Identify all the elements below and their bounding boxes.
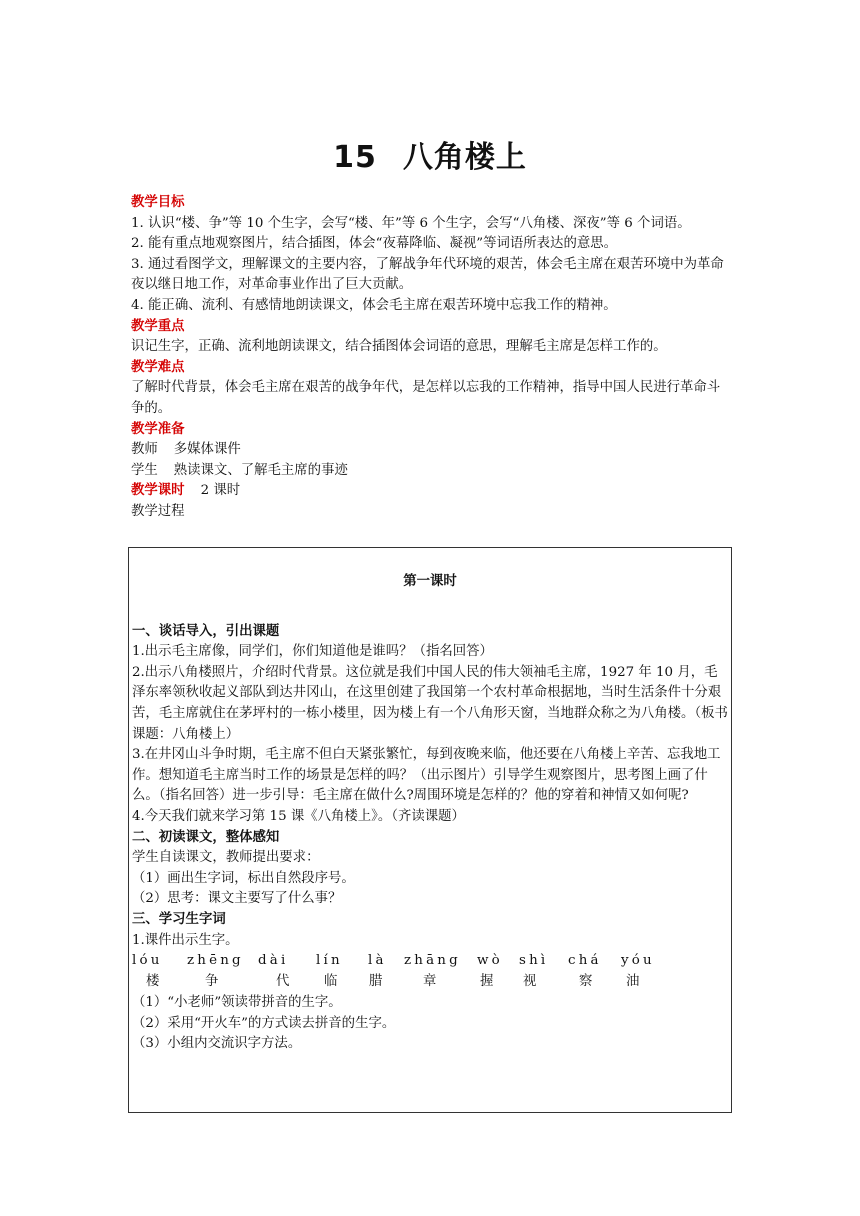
teacher-role: 教师 <box>131 442 158 458</box>
hours-heading: 教学课时 <box>131 483 185 499</box>
lesson-number: 15 <box>333 140 377 175</box>
section-3-paragraph: （2）采用“开火车”的方式读去拼音的生字。 <box>132 1015 396 1031</box>
hours-value: 2 课时 <box>200 483 241 499</box>
pinyin: chá <box>568 953 602 969</box>
character: 视 <box>523 974 537 990</box>
pinyin: dài <box>258 953 289 969</box>
pinyin: là <box>368 953 387 969</box>
section-3-paragraph: （1）“小老师”领读带拼音的生字。 <box>132 995 342 1011</box>
character: 临 <box>324 974 338 990</box>
pinyin-row <box>132 951 728 972</box>
pinyin: zhēng <box>187 953 244 969</box>
student-materials: 熟读课文、了解毛主席的事迹 <box>173 462 348 478</box>
goal-item: 3. 通过看图学文，理解课文的主要内容，了解战争年代环境的艰苦，体会毛主席在艰苦环境中为革命夜以继日地工作，对革命事业作出了巨大贡献。 <box>131 256 724 293</box>
section-2-paragraph: （2）思考：课文主要写了什么事？ <box>132 891 342 907</box>
character-row <box>132 972 728 993</box>
pinyin: lín <box>316 953 343 969</box>
character: 油 <box>626 974 640 990</box>
pinyin: lóu <box>132 953 163 969</box>
character: 握 <box>480 974 494 990</box>
character: 争 <box>205 974 219 990</box>
difficulty-heading: 教学难点 <box>131 359 185 375</box>
goal-item: 1. 认识“楼、争”等 10 个生字，会写“楼、年”等 6 个生字，会写“八角楼、深夜”等 6 个词语。 <box>131 215 691 231</box>
character: 楼 <box>146 974 160 990</box>
lesson-process-content <box>132 548 728 1055</box>
character: 代 <box>276 974 290 990</box>
section-1-title: 一、谈话导入，引出课题 <box>132 623 280 639</box>
hours-line <box>131 481 731 502</box>
page-title <box>0 138 860 178</box>
student-role: 学生 <box>131 462 158 478</box>
lesson-title: 八角楼上 <box>402 140 527 175</box>
key-points-heading: 教学重点 <box>131 318 185 334</box>
process-label: 教学过程 <box>131 503 185 519</box>
preparation-teacher <box>131 440 731 461</box>
lesson-plan-intro <box>131 193 731 523</box>
teacher-materials: 多媒体课件 <box>173 442 241 458</box>
section-3-title: 三、学习生字词 <box>132 911 226 927</box>
character: 察 <box>579 974 593 990</box>
section-2-paragraph: （1）画出生字词，标出自然段序号。 <box>132 870 355 886</box>
section-3-paragraph: 1.课件出示生字。 <box>132 932 239 948</box>
goal-item: 2. 能有重点地观察图片，结合插图，体会“夜幕降临、凝视”等词语所表达的意思。 <box>131 236 618 252</box>
preparation-student <box>131 461 731 482</box>
section-1-paragraph: 4.今天我们就来学习第 15 课《八角楼上》。（齐读课题） <box>132 808 465 824</box>
goal-item: 4. 能正确、流利、有感情地朗读课文，体会毛主席在艰苦环境中忘我工作的精神。 <box>131 297 617 313</box>
section-3-paragraph: （3）小组内交流识字方法。 <box>132 1036 302 1052</box>
section-2-paragraph: 学生自读课文，教师提出要求： <box>132 850 320 866</box>
section-2-title: 二、初读课文，整体感知 <box>132 829 280 845</box>
preparation-heading: 教学准备 <box>131 421 185 437</box>
pinyin: shì <box>519 953 549 969</box>
key-points-text: 识记生字，正确、流利地朗读课文，结合插图体会词语的意思，理解毛主席是怎样工作的。 <box>131 339 667 355</box>
pinyin: wò <box>477 953 503 969</box>
pinyin: yóu <box>621 953 655 969</box>
section-1-paragraph: 1.出示毛主席像，同学们，你们知道他是谁吗？（指名回答） <box>132 644 493 660</box>
pinyin: zhāng <box>404 953 461 969</box>
character: 章 <box>423 974 437 990</box>
section-1-paragraph: 2.出示八角楼照片，介绍时代背景。这位就是我们中国人民的伟大领袖毛主席，1927 年 10 月，毛泽东率领秋收起义部队到达井冈山，在这里创建了我国第一个农村革命根据地，当时生活条件十分艰苦，毛主席就住在茅坪村的一栋小楼里，因为楼上有一个八角形天窗，当地群众称之为八角楼。（板书课题：八角楼上） <box>132 664 728 742</box>
difficulty-text: 了解时代背景，体会毛主席在艰苦的战争年代，是怎样以忘我的工作精神，指导中国人民进行革命斗争的。 <box>131 380 721 416</box>
character: 腊 <box>369 974 383 990</box>
section-1-paragraph: 3.在井冈山斗争时期，毛主席不但白天紧张繁忙，每到夜晚来临，他还要在八角楼上辛苦、忘我地工作。想知道毛主席当时工作的场景是怎样的吗？（出示图片）引导学生观察图片，思考图上画了什么。（指名回答）进一步引导：毛主席在做什么?周围环境是怎样的？他的穿着和神情又如何呢? <box>132 747 721 804</box>
lesson-one-heading: 第一课时 <box>403 574 457 589</box>
lesson-process-table <box>128 547 732 1113</box>
goals-heading: 教学目标 <box>131 195 185 210</box>
